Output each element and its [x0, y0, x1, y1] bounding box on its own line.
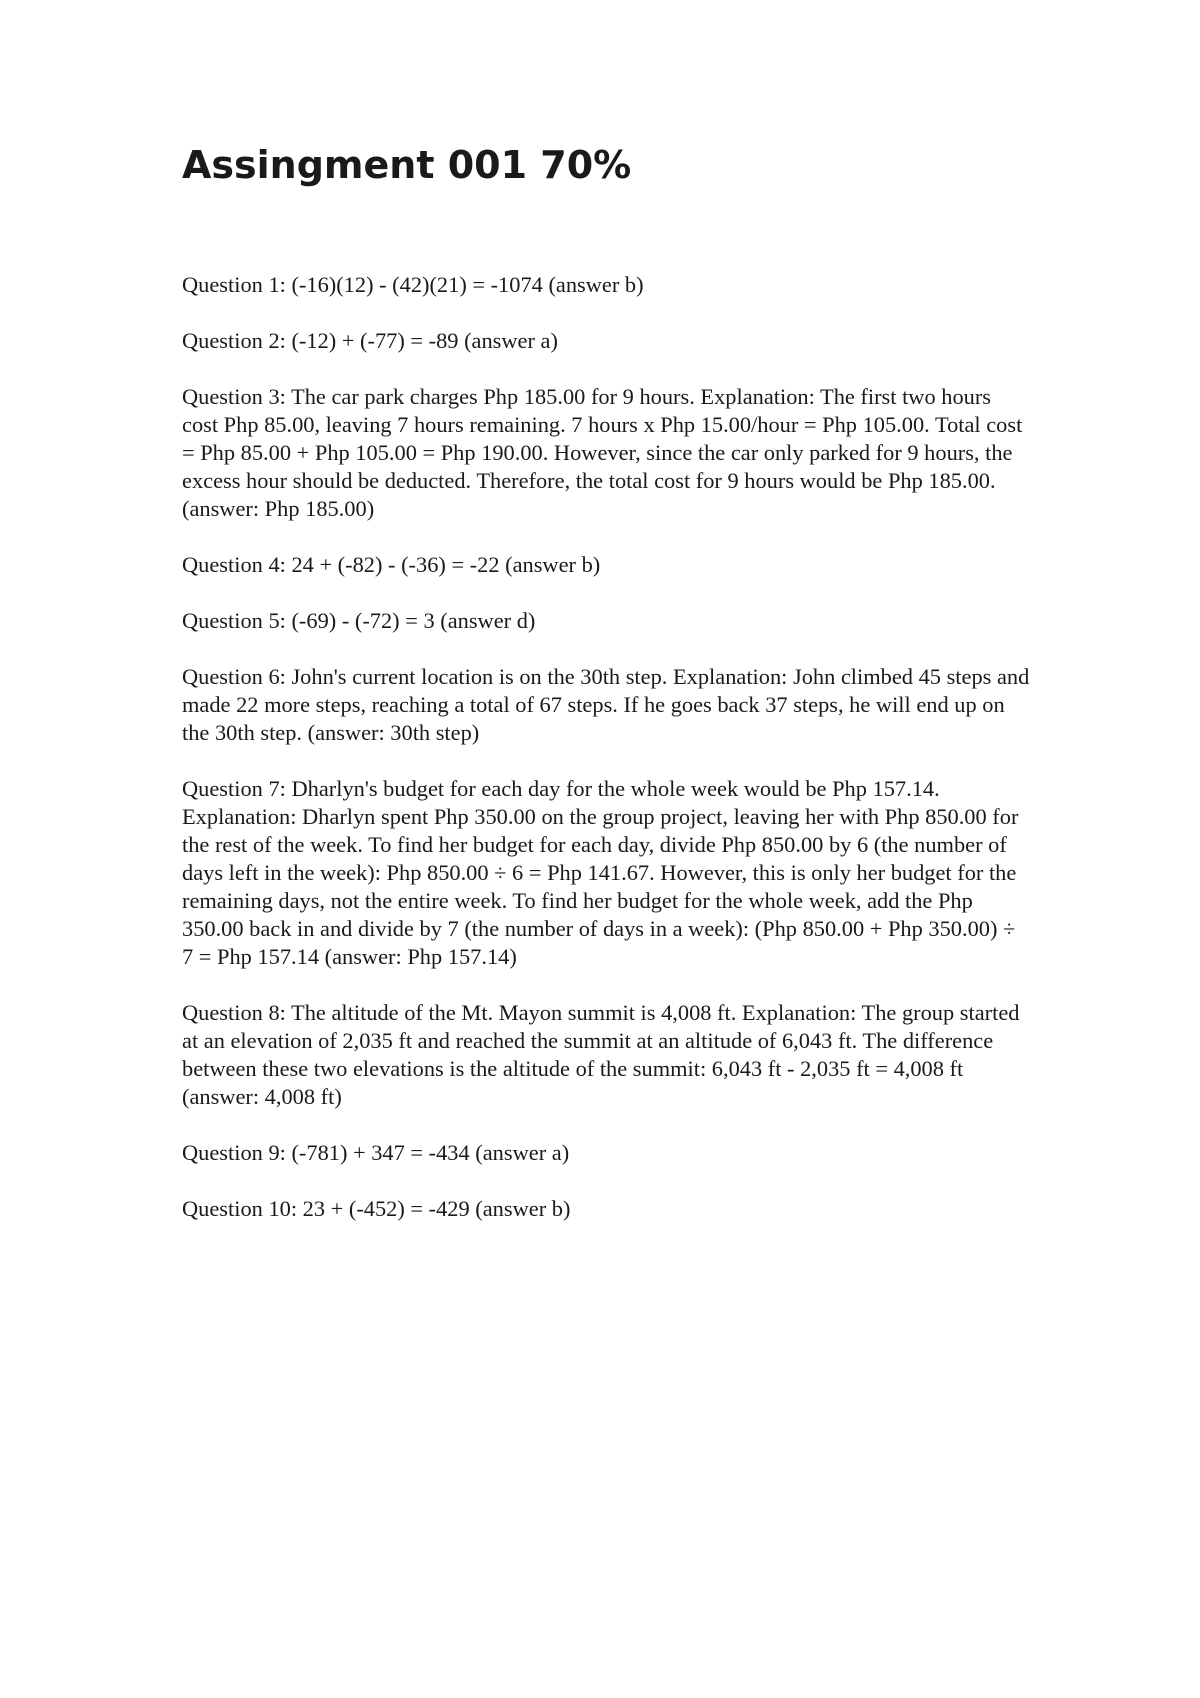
question-8: Question 8: The altitude of the Mt. Mayon summit is 4,008 ft. Explanation: The group started at an elevation of 2,035 ft and reached the summit at an altitude of 6,043 ft. The difference between these two elevations is the altitude of the summit: 6,043 ft - 2,035 ft = 4,008 ft (answer: 4,008 ft) [182, 1000, 1020, 1109]
question-10: Question 10: 23 + (-452) = -429 (answer b) [182, 1196, 571, 1221]
question-1: Question 1: (-16)(12) - (42)(21) = -1074 (answer b) [182, 272, 644, 297]
question-3: Question 3: The car park charges Php 185.00 for 9 hours. Explanation: The first two hours cost Php 85.00, leaving 7 hours remaining. 7 hours x Php 15.00/hour = Php 105.00. Total cost = Php 85.00 + Php 105.00 = Php 190.00. However, since the car only parked for 9 hours, the excess hour should be deducted. Therefore, the total cost for 9 hours would be Php 185.00. (answer: Php 185.00) [182, 384, 1023, 521]
question-5: Question 5: (-69) - (-72) = 3 (answer d) [182, 608, 536, 633]
question-2: Question 2: (-12) + (-77) = -89 (answer a) [182, 328, 558, 353]
document-body [182, 271, 1032, 1251]
question-4: Question 4: 24 + (-82) - (-36) = -22 (answer b) [182, 552, 601, 577]
question-7: Question 7: Dharlyn's budget for each day for the whole week would be Php 157.14. Explanation: Dharlyn spent Php 350.00 on the group project, leaving her with Php 850.00 for the rest of the week. To find her budget for each day, divide Php 850.00 by 6 (the number of days left in the week): Php 850.00 ÷ 6 = Php 141.67. However, this is only her budget for the remaining days, not the entire week. To find her budget for the whole week, add the Php 350.00 back in and divide by 7 (the number of days in a week): (Php 850.00 + Php 350.00) ÷ 7 = Php 157.14 (answer: Php 157.14) [182, 776, 1019, 969]
question-6: Question 6: John's current location is on the 30th step. Explanation: John climbed 45 steps and made 22 more steps, reaching a total of 67 steps. If he goes back 37 steps, he will end up on the 30th step. (answer: 30th step) [182, 664, 1030, 745]
question-9: Question 9: (-781) + 347 = -434 (answer a) [182, 1140, 570, 1165]
document-title: Assingment 001 70% [182, 143, 632, 187]
